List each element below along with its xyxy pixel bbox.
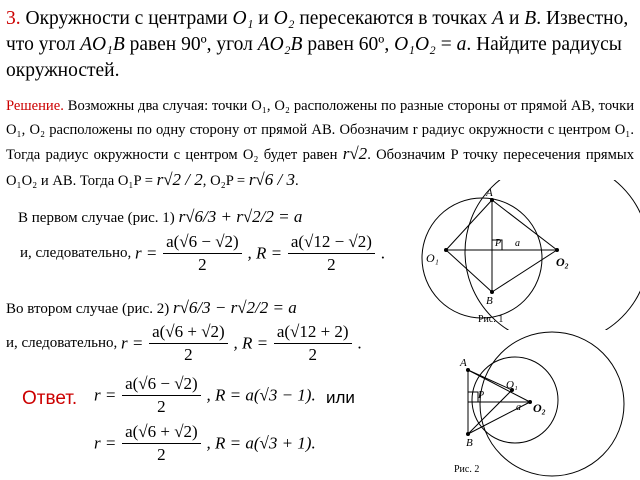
fig2-caption: Рис. 2 (454, 464, 480, 475)
o1p-value: r√2 / 2 (156, 169, 203, 189)
fig1-label-p: P (495, 238, 502, 249)
case1-intro: В первом случае (рис. 1) (18, 210, 175, 226)
case1-R-fraction: $\frac{a(√12 - √2)}{2}$ (288, 232, 375, 275)
fig2-label-o2: O₂ (533, 401, 546, 415)
answer2-R: , R = a(√3 + 1). (206, 433, 316, 453)
case1-r-fraction: $\frac{a(√6 - √2)}{2}$ (163, 232, 242, 275)
circle-o1 (480, 332, 624, 476)
solution-text: Решение. Возможны два случая: точки O₁, O₂ расположены по разные стороны от прямой AB, точки O₁, O₂ расположены по одну сторону от прямой AB. Обозначим r радиус окружности с центром O₁. Тогда радиус окружности с центром O₂ будет равен r√2. Обозначим P точку пересечения прямых O₁O₂ и AB. Тогда O₁P = r√2 / 2, O₂P = r√6 / 3. (6, 98, 634, 189)
o2p-value: r√6 / 3 (248, 169, 295, 189)
case2-r-fraction: $\frac{a(√6 + √2)}{2}$ (149, 322, 228, 365)
answer1-r-fraction: $\frac{a(√6 - √2)}{2}$ (122, 374, 201, 417)
fig2-label-b: B (466, 437, 473, 449)
answer1-R: , R = a(√3 − 1). (206, 385, 316, 405)
circle-o2 (465, 180, 640, 330)
circle-o1 (422, 198, 542, 318)
case1-conclusion: и, следовательно, (20, 245, 132, 261)
case2-line (6, 298, 297, 318)
fig1-label-a-segment: a (515, 238, 520, 249)
case1-line (18, 207, 302, 227)
fig2-label-o1: O₁ (506, 379, 518, 391)
case2-result: и, следовательно, r = $\frac{a(√6 + √2)}{2}$ , R = $\frac{a(√12 + 2)}{2}$ . (6, 322, 362, 364)
case2-R-fraction: $\frac{a(√12 + 2)}{2}$ (274, 322, 352, 365)
fig2-label-a-segment: a (516, 402, 521, 413)
case1-result: и, следовательно, r = $\frac{a(√6 - √2)}{2}$ , R = $\frac{a(√12 - √2)}{2}$ . (20, 232, 385, 274)
solution-label: Решение. (6, 98, 64, 114)
fig1-label-o2: O₂ (556, 255, 569, 269)
fig1-label-a: A (486, 187, 493, 199)
answer-label: Ответ. (22, 388, 78, 409)
problem-number: 3. (6, 8, 21, 29)
figure-1 (420, 180, 640, 330)
case1-equation: r√6/3 + r√2/2 = a (178, 207, 303, 226)
fig2-label-p: P (478, 390, 485, 401)
fig1-label-o1: O₁ (426, 251, 439, 265)
circle-o2 (472, 357, 558, 443)
answer-or: или (326, 388, 355, 407)
r2-fraction: r√2 (342, 144, 368, 163)
answer-line-1: r = $\frac{a(√6 - √2)}{2}$ , R = a(√3 − 1). (94, 374, 316, 416)
case2-equation: r√6/3 − r√2/2 = a (172, 298, 297, 317)
answer2-r-fraction: $\frac{a(√6 + √2)}{2}$ (122, 422, 201, 465)
problem-statement: 3. Окружности с центрами O₁ и O₂ пересекаются в точках A и B. Известно, что угол AO₁B равен 90º, угол AO₂B равен 60º, O₁O₂ = a. Найдите радиусы окружностей. (6, 8, 629, 81)
case2-conclusion: и, следовательно, (6, 335, 118, 351)
fig2-label-a: A (460, 357, 467, 369)
answer-line-2: r = $\frac{a(√6 + √2)}{2}$ , R = a(√3 + 1). (94, 422, 316, 464)
figure-2 (440, 330, 640, 480)
fig1-caption: Рис. 1 (478, 314, 504, 325)
case2-intro: Во втором случае (рис. 2) (6, 301, 170, 317)
fig1-label-b: B (486, 295, 493, 307)
